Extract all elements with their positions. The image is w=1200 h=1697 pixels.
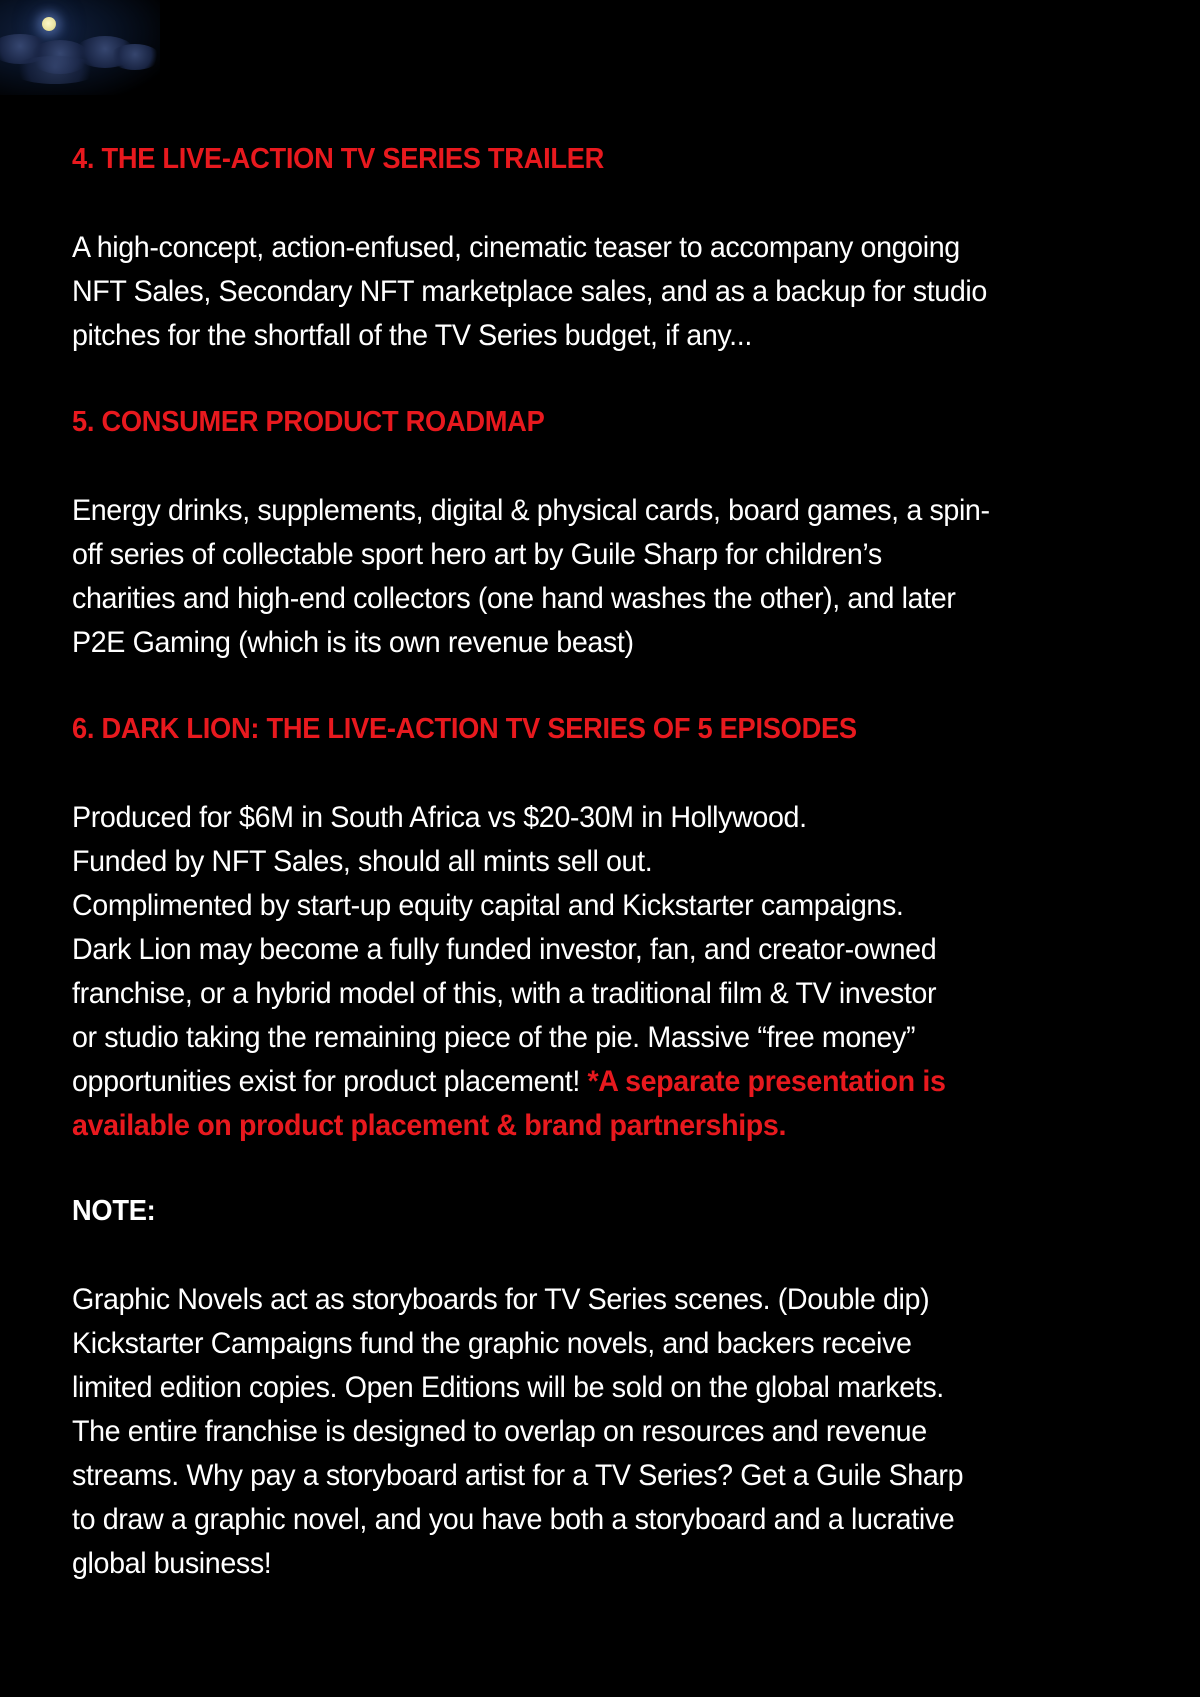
moon-icon	[42, 17, 56, 31]
text-line: P2E Gaming (which is its own revenue beast)	[72, 626, 634, 659]
section-heading-consumer-products: 5. CONSUMER PRODUCT ROADMAP	[72, 406, 545, 438]
text-line: NFT Sales, Secondary NFT marketplace sales, and as a backup for studio	[72, 275, 987, 308]
text-segment: opportunities exist for product placement!	[72, 1065, 588, 1098]
section-heading-trailer: 4. THE LIVE-ACTION TV SERIES TRAILER	[72, 143, 605, 175]
highlight-note: available on product placement & brand partnerships.	[72, 1109, 787, 1142]
text-line: or studio taking the remaining piece of the pie. Massive “free money”	[72, 1021, 916, 1054]
text-line: streams. Why pay a storyboard artist for a TV Series? Get a Guile Sharp	[72, 1459, 964, 1492]
highlight-note: *A separate presentation is	[587, 1065, 946, 1098]
text-line: Complimented by start-up equity capital and Kickstarter campaigns.	[72, 889, 904, 922]
cloud-shape	[110, 44, 160, 70]
section-heading-dark-lion-series: 6. DARK LION: THE LIVE-ACTION TV SERIES OF 5 EPISODES	[72, 713, 857, 745]
text-line	[72, 1060, 946, 1104]
section-paragraph-trailer	[72, 226, 987, 358]
text-line: Funded by NFT Sales, should all mints sell out.	[72, 845, 653, 878]
text-line: franchise, or a hybrid model of this, with a traditional film & TV investor	[72, 977, 937, 1010]
text-line: The entire franchise is designed to overlap on resources and revenue	[72, 1415, 927, 1448]
section-paragraph-dark-lion-series	[72, 796, 946, 1148]
moon-clouds-image	[0, 0, 160, 95]
text-line: A high-concept, action-enfused, cinematic teaser to accompany ongoing	[72, 231, 960, 264]
cloud-shape	[10, 56, 100, 84]
text-line: Produced for $6M in South Africa vs $20-30M in Hollywood.	[72, 801, 807, 834]
section-paragraph-consumer-products	[72, 489, 990, 665]
text-line: limited edition copies. Open Editions will be sold on the global markets.	[72, 1371, 944, 1404]
text-line: Dark Lion may become a fully funded investor, fan, and creator-owned	[72, 933, 937, 966]
text-line: Graphic Novels act as storyboards for TV Series scenes. (Double dip)	[72, 1283, 930, 1316]
text-line: global business!	[72, 1547, 272, 1580]
text-line: Energy drinks, supplements, digital & physical cards, board games, a spin-	[72, 494, 990, 527]
text-line: off series of collectable sport hero art by Guile Sharp for children’s	[72, 538, 882, 571]
text-line: pitches for the shortfall of the TV Series budget, if any...	[72, 319, 752, 352]
text-line: to draw a graphic novel, and you have both a storyboard and a lucrative	[72, 1503, 955, 1536]
note-heading: NOTE:	[72, 1195, 156, 1227]
text-line: Kickstarter Campaigns fund the graphic novels, and backers receive	[72, 1327, 912, 1360]
text-line: charities and high-end collectors (one hand washes the other), and later	[72, 582, 956, 615]
note-paragraph	[72, 1278, 963, 1586]
